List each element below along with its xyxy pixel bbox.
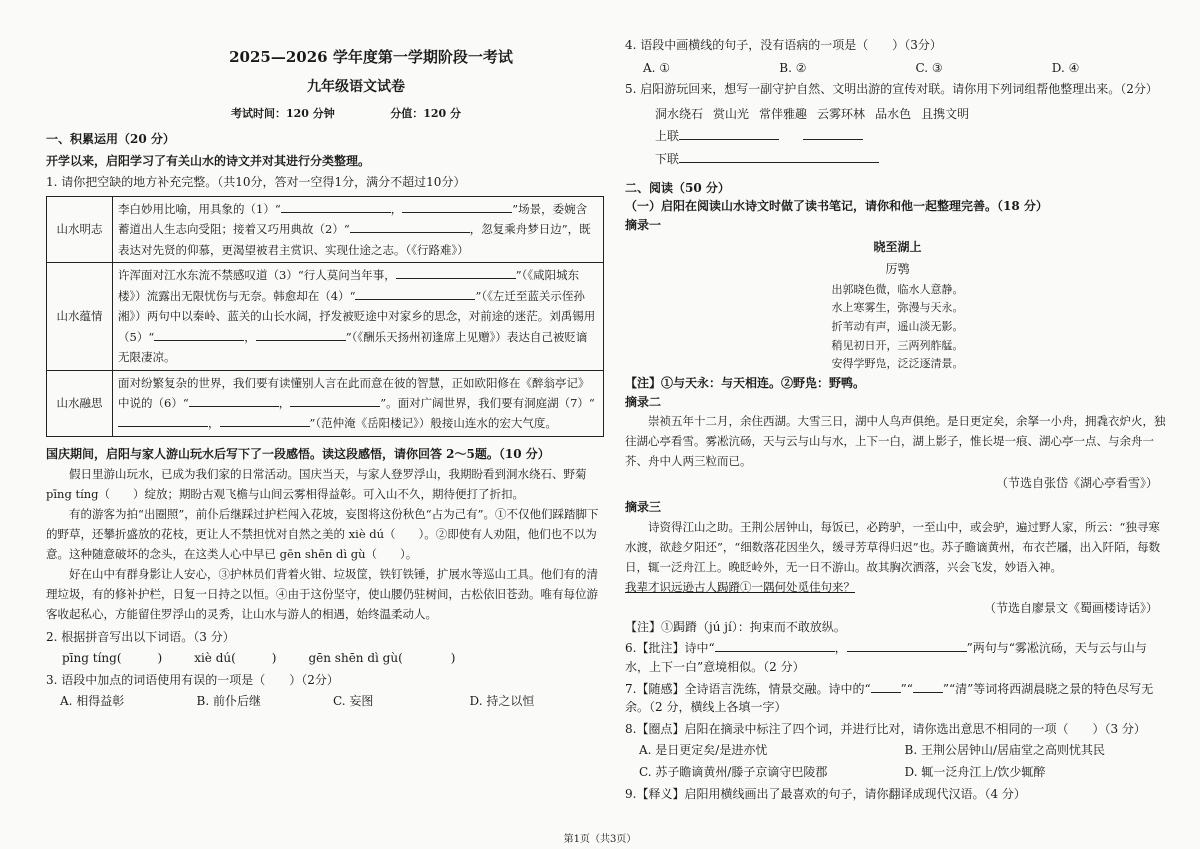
answer-blank[interactable] bbox=[220, 426, 310, 427]
option[interactable]: A. 相得益彰 bbox=[60, 694, 125, 709]
section-1-heading: 一、积累运用（20 分） bbox=[46, 131, 175, 146]
passage-paragraph: 好在山中有群身影让人安心，③护林员们背着火钳、垃圾筐，铁钉铁锤，扩展水等巡山工具。他们有的清理垃圾，有的修补护栏，日复一日持之以恒。④由于这份坚守，使山腰仍驻树间，古松依旧苍劲。唯有每位游客收起私心，方能留住罗浮山的灵秀，让山水与游人的相遇，始终温柔动人。 bbox=[46, 567, 598, 622]
score-label: 分值：120 分 bbox=[390, 106, 462, 120]
answer-blank[interactable] bbox=[715, 651, 835, 652]
option[interactable]: A. ① bbox=[643, 60, 671, 75]
couplet-upper: 上联 bbox=[625, 127, 1170, 146]
answer-blank[interactable] bbox=[679, 139, 779, 140]
excerpt-3-underlined: 我辈才识远逊古人跼蹐①一隅何处觅佳句来？ bbox=[625, 580, 855, 595]
word-list bbox=[625, 105, 1170, 124]
option[interactable]: D. ④ bbox=[1051, 60, 1080, 75]
poem-body bbox=[625, 281, 1170, 374]
poem-line: 水上寒雾生，弥漫与天永。 bbox=[831, 301, 964, 315]
word-item: 云雾环林 bbox=[817, 106, 866, 121]
answer-blank[interactable] bbox=[402, 212, 512, 213]
section-2-heading: 二、阅读（50 分） bbox=[625, 180, 730, 195]
question-1: 1. 请你把空缺的地方补充完整。（共10分，答对一空得1分，满分不超过10分） bbox=[46, 175, 466, 190]
row-head: 山水蕴情 bbox=[47, 263, 113, 370]
question-6: 6.【批注】诗中“ ， ”两句与“雾凇沆砀，天与云与山与水，上下一白”意境相似。（2 分） bbox=[625, 641, 1147, 674]
table-row bbox=[47, 370, 604, 436]
option[interactable]: B. 前仆后继 bbox=[196, 694, 261, 709]
answer-blank[interactable] bbox=[256, 340, 346, 341]
pinyin-item[interactable]: gēn shēn dì gù( ) bbox=[308, 651, 456, 666]
word-item: 洞水绕石 bbox=[655, 106, 704, 121]
excerpt-3-label: 摘录三 bbox=[625, 500, 662, 515]
exam-meta bbox=[86, 105, 606, 122]
question-8: 8.【圈点】启阳在摘录中标注了四个词，并进行比对，请你选出意思不相同的一项（ ）（3 分） bbox=[625, 721, 1146, 736]
row-body: 李白妙用比喻，用具象的（1）“ ， ”场景，委婉含蓄道出人生志向受阻；接着又巧用典故（2）“ ，忽复乘舟梦日边”，既表达对先贤的仰慕，更渴望被君主赏识、实现仕途之志。（《行路难》） bbox=[113, 196, 604, 262]
excerpt-1-label: 摘录一 bbox=[625, 217, 662, 232]
row-body: 面对纷繁复杂的世界，我们要有读懂别人言在此而意在彼的智慧，正如欧阳修在《醉翁亭记》中说的（6）“ ， ”。面对广阔世界，我们要有洞庭湖（7）“， ”（范仲淹《岳阳楼记》）般接山连水的宏大气度。 bbox=[113, 370, 604, 436]
answer-blank[interactable] bbox=[281, 212, 391, 213]
question-9: 9.【释义】启阳用横线画出了最喜欢的句子，请你翻译成现代汉语。（4 分） bbox=[625, 786, 1026, 801]
answer-blank[interactable] bbox=[847, 651, 967, 652]
question-3: 3. 语段中加点的词语使用有误的一项是（ ）（2分） bbox=[46, 672, 339, 687]
couplet-lower: 下联 bbox=[625, 150, 1170, 169]
excerpt-2-text: 崇祯五年十二月，余住西湖。大雪三日，湖中人鸟声俱绝。是日更定矣，余拏一小舟，拥毳衣炉火，独往湖心亭看雪。雾凇沆砀，天与云与山与水，上下一白，湖上影子，惟长堤一痕、湖心亭一点、与余舟一芥、舟中人两三粒而已。 bbox=[625, 414, 1166, 469]
excerpt-3-note: 【注】①跼蹐（jú jí）：拘束而不敢放纵。 bbox=[625, 619, 846, 634]
right-column bbox=[625, 36, 1170, 803]
excerpt-3-text: 诗资得江山之助。王荆公居钟山，每饭已，必跨驴，一至山中，或会驴，遍过野人家，所云：“独寻寒水渡，欲趁夕阳还”，“细数落花因坐久，缓寻芳草得归迟”也。苏子瞻谪黄州，布衣芒屩，出入阡陌，每数日，辄一泛舟江上。晚眨岭外，无一日不游山。故其胸次洒落，兴会飞发，妙语入神。 bbox=[625, 519, 1161, 574]
answer-blank[interactable] bbox=[350, 232, 470, 233]
word-item: 品水色 bbox=[875, 106, 912, 121]
row-head: 山水明志 bbox=[47, 196, 113, 262]
answer-blank[interactable] bbox=[154, 340, 244, 341]
option[interactable]: C. ③ bbox=[915, 60, 943, 75]
summary-table bbox=[46, 196, 604, 437]
word-item: 赏山光 bbox=[713, 106, 750, 121]
answer-blank[interactable] bbox=[679, 162, 879, 163]
part-1-heading: （一）启阳在阅读山水诗文时做了读书笔记，请你和他一起整理完善。（18 分） bbox=[625, 199, 1048, 214]
poem-note: 【注】①与天永：与天相连。②野凫：野鸭。 bbox=[625, 375, 866, 390]
time-label: 考试时间：120 分钟 bbox=[230, 106, 335, 120]
answer-blank[interactable] bbox=[118, 426, 208, 427]
answer-blank[interactable] bbox=[355, 299, 475, 300]
q3-options bbox=[46, 692, 606, 711]
pinyin-item[interactable]: pīng tíng( ) bbox=[62, 651, 163, 666]
poem-title: 晓至湖上 bbox=[873, 240, 922, 255]
excerpt-3-source: （节选自廖景文《蜀画楼诗话》） bbox=[983, 601, 1158, 616]
option[interactable]: B. ② bbox=[779, 60, 807, 75]
page-footer: 第1页（共3页） bbox=[563, 834, 637, 845]
option[interactable]: C. 苏子瞻谪黄州/滕子京谪守巴陵郡 bbox=[639, 764, 828, 779]
exam-subtitle: 九年级语文试卷 bbox=[307, 79, 405, 96]
word-item: 常伴雅趣 bbox=[759, 106, 808, 121]
passage-intro: 国庆期间，启阳与家人游山玩水后写下了一段感悟。读这段感悟，请你回答 2～5题。（10 分） bbox=[46, 446, 550, 461]
excerpt-2-source: （节选自张岱《湖心亭看雪》） bbox=[995, 475, 1158, 490]
left-column bbox=[46, 46, 606, 711]
row-head: 山水融思 bbox=[47, 370, 113, 436]
question-2: 2. 根据拼音写出以下词语。（3 分） bbox=[46, 629, 235, 644]
row-body: 许浑面对江水东流不禁感叹道（3）“行人莫问当年事， ”（《咸阳城东楼》）流露出无限忧伤与无奈。韩愈却在（4）“ ”（《左迁至蓝关示侄孙湘》）两句中以秦岭、蓝关的山长水阔，抒发被贬途中对家乡的思念，对前途的迷茫。刘禹锡用（5）“ ， ”（《酬乐天扬州初逢席上见赠》）表达自己被贬谪无限凄凉。 bbox=[113, 263, 604, 370]
pinyin-row bbox=[46, 649, 606, 668]
table-row bbox=[47, 196, 604, 262]
pinyin-item[interactable]: xiè dú( ) bbox=[194, 651, 277, 666]
question-5: 5. 启阳游玩回来，想写一副守护自然、文明出游的宣传对联。请你用下列词组帮他整理出来。（2分） bbox=[625, 82, 1158, 97]
option[interactable]: C. 妄图 bbox=[333, 694, 374, 709]
q4-options bbox=[625, 59, 1170, 78]
q8-options bbox=[625, 741, 1170, 760]
table-row bbox=[47, 263, 604, 370]
option[interactable]: D. 持之以恒 bbox=[469, 694, 535, 709]
answer-blank[interactable] bbox=[913, 692, 943, 693]
option[interactable]: A. 是日更定矣/是进亦忧 bbox=[639, 743, 768, 758]
question-7: 7.【随感】全诗语言洗练，情景交融。诗中的“ ”“ ”“清”等词将西湖晨晓之景的特色尽写无余。（2 分，横线上各填一字） bbox=[625, 681, 1154, 715]
poem-line: 稍见初日开，三两列舴艋。 bbox=[831, 338, 964, 352]
option[interactable]: B. 王荆公居钟山/居庙堂之高则忧其民 bbox=[904, 743, 1105, 758]
poem-line: 折苇动有声，遥山淡无影。 bbox=[831, 319, 964, 333]
passage-paragraph: 有的游客为拍“出圈照”，前仆后继踩过护栏闯入花坡，妄图将这份秋色“占为己有”。①不仅他们踩踏脚下的野草，还攀折盛放的花枝，更让人不禁担忧对自然之美的 xiè dú（ ）。②即使有人劝阻，他们也不以为意。这种随意破坏的念头，在这类人心中早已 gēn shēn dì gù（ ）。 bbox=[46, 506, 599, 562]
poem-line: 出郭晓色微，临水人意静。 bbox=[831, 282, 964, 296]
question-4: 4. 语段中画横线的句子，没有语病的一项是（ ）（3分） bbox=[625, 38, 942, 52]
answer-blank[interactable] bbox=[189, 406, 279, 407]
poem-line: 安得学野凫，泛泛逐清景。 bbox=[831, 357, 964, 371]
answer-blank[interactable] bbox=[396, 278, 516, 279]
excerpt-2-label: 摘录二 bbox=[625, 394, 662, 409]
answer-blank[interactable] bbox=[290, 406, 380, 407]
q8-options bbox=[625, 763, 1170, 782]
passage-paragraph: 假日里游山玩水，已成为我们家的日常活动。国庆当天，与家人登罗浮山，我期盼看到洞水绕石、野菊 pīng tíng（ ）绽放；期盼古观飞檐与山间云雾相得益彰。可入山不久，期待便打了折扣。 bbox=[46, 466, 587, 501]
answer-blank[interactable] bbox=[803, 139, 863, 140]
word-item: 且携文明 bbox=[921, 106, 970, 121]
poem-author: 厉鹗 bbox=[885, 261, 910, 276]
section-1-intro: 开学以来，启阳学习了有关山水的诗文并对其进行分类整理。 bbox=[46, 153, 371, 168]
answer-blank[interactable] bbox=[871, 692, 901, 693]
option[interactable]: D. 辄一泛舟江上/饮少辄醉 bbox=[904, 764, 1046, 779]
exam-title: 2025—2026 学年度第一学期阶段一考试 bbox=[229, 48, 513, 66]
